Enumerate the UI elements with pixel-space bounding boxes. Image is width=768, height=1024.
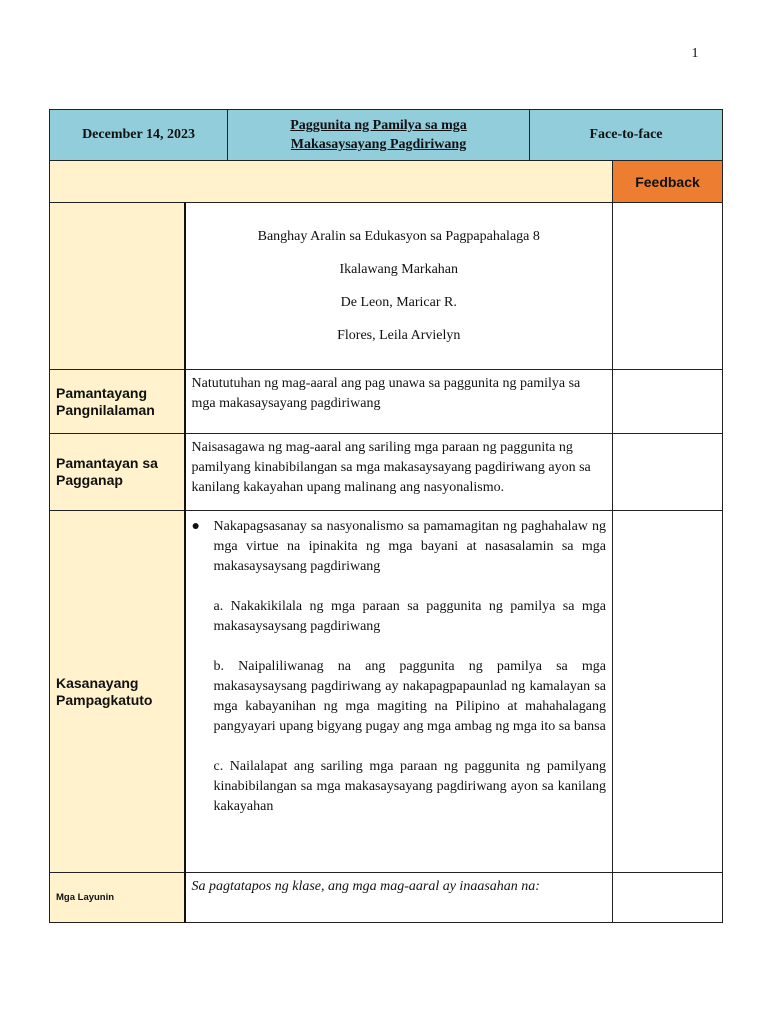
delivery-mode: Face-to-face bbox=[589, 127, 663, 142]
title-cell bbox=[228, 110, 530, 161]
date-cell bbox=[50, 110, 228, 161]
mode-cell bbox=[530, 110, 723, 161]
performance-standard-text: Naisasagawa ng mag-aaral ang sariling mga paraan ng paggunita ng pamilyang kinabibilangan sa mga makasaysayang pagdiriwang ayon sa kanilang kakayahan upang malinang ang nasyonalismo. bbox=[185, 434, 613, 511]
page-number: 1 bbox=[691, 46, 699, 61]
competency-item-b: b. Naipaliliwanag na ang paggunita ng pamilya sa mga makasaysaysang pagdiriwang ay nakapagpapaunlad ng kamalayan sa mga kabayanihan ng mga magiting na Pilipino at mahahalagang pangyayari upang bigyang pugay ang mga ambag ng mga ito sa bansa bbox=[213, 659, 606, 734]
subject-title: Banghay Aralin sa Edukasyon sa Pagpapahalaga 8 bbox=[257, 229, 540, 244]
bullet-icon: ● bbox=[191, 519, 200, 534]
author-1: De Leon, Maricar R. bbox=[340, 295, 457, 310]
competency-content bbox=[185, 511, 613, 873]
feedback-cell bbox=[613, 370, 723, 434]
feedback-cell bbox=[613, 511, 723, 873]
performance-standard-row bbox=[50, 434, 723, 511]
feedback-spacer-cell bbox=[50, 161, 613, 203]
lesson-info-label-cell bbox=[50, 203, 185, 370]
competency-bullet bbox=[192, 517, 607, 577]
content-standard-label: Pamantayang Pangnilalaman bbox=[50, 370, 185, 434]
content-standard-text: Natututuhan ng mag-aaral ang pag unawa sa paggunita ng pamilya sa mga makasaysayang pagdiriwang bbox=[185, 370, 613, 434]
objectives-text: Sa pagtatapos ng klase, ang mga mag-aaral ay inaasahan na: bbox=[185, 873, 613, 923]
lesson-date: December 14, 2023 bbox=[82, 127, 195, 142]
competency-label: Kasanayang Pampagkatuto bbox=[50, 511, 185, 873]
header-row bbox=[50, 110, 723, 161]
feedback-cell bbox=[613, 434, 723, 511]
lesson-title-line2: Makasaysayang Pagdiriwang bbox=[290, 137, 467, 152]
lesson-plan-table bbox=[49, 109, 723, 923]
performance-standard-label: Pamantayan sa Pagganap bbox=[50, 434, 185, 511]
objectives-row bbox=[50, 873, 723, 923]
lesson-info-row bbox=[50, 203, 723, 370]
author-2: Flores, Leila Arvielyn bbox=[337, 328, 461, 343]
feedback-header-row bbox=[50, 161, 723, 203]
feedback-cell bbox=[613, 873, 723, 923]
objectives-label: Mga Layunin bbox=[50, 873, 185, 923]
competency-row bbox=[50, 511, 723, 873]
competency-bullet-text: Nakapagsasanay sa nasyonalismo sa pamamagitan ng paghahalaw ng mga virtue na ipinakita ng mga bayani at nasasalamin sa mga makasaysaysang pagdiriwang bbox=[213, 519, 606, 574]
lesson-title-line1: Paggunita ng Pamilya sa mga bbox=[290, 118, 467, 133]
competency-item-c: c. Nailalapat ang sariling mga paraan ng paggunita ng pamilyang kinabibilangan sa mga makasaysayang pagdiriwang ayon sa kanilang kakayahan bbox=[213, 759, 606, 814]
competency-item-a: a. Nakakikilala ng mga paraan sa paggunita ng pamilya sa mga makasaysaysang pagdiriwang bbox=[213, 599, 606, 634]
feedback-header: Feedback bbox=[613, 161, 723, 203]
content-standard-row bbox=[50, 370, 723, 434]
feedback-cell bbox=[613, 203, 723, 370]
lesson-info-cell bbox=[185, 203, 613, 370]
quarter: Ikalawang Markahan bbox=[339, 262, 459, 277]
